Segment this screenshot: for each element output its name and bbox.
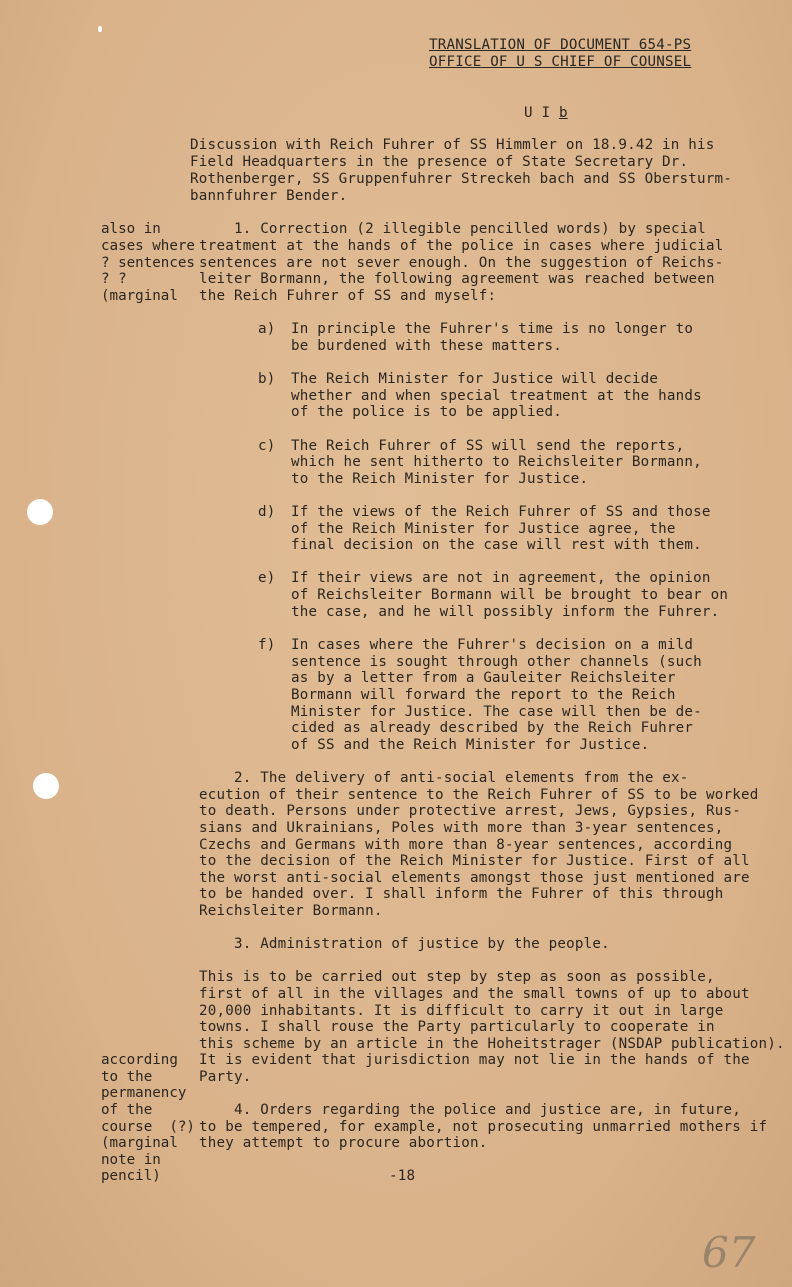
item-4-line: they attempt to procure abortion. — [199, 1135, 488, 1151]
item-1-line: treatment at the hands of the police in cases where judicial — [199, 238, 724, 254]
page-number: -18 — [389, 1168, 416, 1184]
item-4-line: to be tempered, for example, not prosecuting unmarried mothers if — [199, 1119, 768, 1135]
intro-line: Discussion with Reich Fuhrer of SS Himmler on 18.9.42 in his — [190, 137, 715, 153]
margin-line: cases where — [101, 238, 195, 254]
subitem-line: sentence is sought through other channels (such — [291, 654, 702, 670]
margin-line: course (?) — [101, 1119, 195, 1135]
item-2-line: to be handed over. I shall inform the Fuhrer of this through — [199, 886, 724, 902]
subitem-line: Bormann will forward the report to the Reich — [291, 687, 676, 703]
subitem-line: In cases where the Fuhrer's decision on a mild — [291, 637, 694, 653]
margin-line: (marginal — [101, 288, 178, 304]
subitem-line: of SS and the Reich Minister for Justice. — [291, 737, 650, 753]
item-2-line: to the decision of the Reich Minister for Justice. First of all — [199, 853, 750, 869]
subitem-line: The Reich Fuhrer of SS will send the reports, — [291, 438, 685, 454]
margin-line: permanency — [101, 1085, 187, 1101]
subitem-label: d) — [258, 504, 276, 520]
item-2-line: Reichsleiter Bormann. — [199, 903, 383, 919]
subitem-line: cided as already described by the Reich Fuhrer — [291, 720, 694, 736]
subitem-line: If the views of the Reich Fuhrer of SS and those — [291, 504, 711, 520]
item-2-line: to death. Persons under protective arrest, Jews, Gypsies, Rus- — [199, 803, 741, 819]
subitem-line: as by a letter from a Gauleiter Reichsleiter — [291, 670, 676, 686]
item-3-line: Party. — [199, 1069, 252, 1085]
item-2-line: 2. The delivery of anti-social elements from the ex- — [199, 770, 689, 786]
item-3-line: towns. I shall rouse the Party particularly to cooperate in — [199, 1019, 715, 1035]
item-3-line: This is to be carried out step by step as soon as possible, — [199, 969, 715, 985]
subitem-line: which he sent hitherto to Reichsleiter Bormann, — [291, 454, 702, 470]
intro-line: Field Headquarters in the presence of State Secretary Dr. — [190, 154, 689, 170]
item-1-line: the Reich Fuhrer of SS and myself: — [199, 288, 497, 304]
item-1-line: sentences are not sever enough. On the suggestion of Reichs- — [199, 255, 724, 271]
margin-line: of the — [101, 1102, 153, 1118]
subitem-label: f) — [258, 637, 276, 653]
punch-hole-top — [27, 499, 53, 525]
subitem-line: of Reichsleiter Bormann will be brought to bear on — [291, 587, 729, 603]
paper-speck — [98, 26, 102, 32]
subitem-line: be burdened with these matters. — [291, 338, 562, 354]
subitem-line: In principle the Fuhrer's time is no longer to — [291, 321, 694, 337]
header-line-2: OFFICE OF U S CHIEF OF COUNSEL — [429, 54, 692, 70]
punch-hole-bottom — [33, 773, 59, 799]
header-line-1: TRANSLATION OF DOCUMENT 654-PS — [429, 37, 692, 53]
subitem-label: e) — [258, 570, 276, 586]
handwritten-page-number: 67 — [702, 1228, 756, 1277]
margin-line: pencil) — [101, 1168, 161, 1184]
item-3-line: It is evident that jurisdiction may not lie in the hands of the — [199, 1052, 750, 1068]
intro-line: bannfuhrer Bender. — [190, 188, 348, 204]
margin-line: to the — [101, 1069, 153, 1085]
margin-line: note in — [101, 1152, 161, 1168]
subitem-line: The Reich Minister for Justice will decide — [291, 371, 659, 387]
item-3-line: this scheme by an article in the Hoheitstrager (NSDAP publication). — [199, 1036, 785, 1052]
subitem-line: whether and when special treatment at the hands — [291, 388, 702, 404]
item-2-line: ecution of their sentence to the Reich Fuhrer of SS to be worked — [199, 787, 759, 803]
item-3-line: 20,000 inhabitants. It is difficult to carry it out in large — [199, 1003, 724, 1019]
intro-line: Rothenberger, SS Gruppenfuhrer Streckeh bach and SS Obersturm- — [190, 171, 732, 187]
subitem-label: a) — [258, 321, 276, 337]
item-4-line: 4. Orders regarding the police and justice are, in future, — [199, 1102, 741, 1118]
subitem-line: to the Reich Minister for Justice. — [291, 471, 589, 487]
subitem-line: Minister for Justice. The case will then be de- — [291, 704, 702, 720]
item-1-line: 1. Correction (2 illegible pencilled words) by special — [199, 221, 707, 237]
subitem-label: c) — [258, 438, 276, 454]
subitem-line: of the police is to be applied. — [291, 404, 562, 420]
item-1-line: leiter Bormann, the following agreement was reached between — [199, 271, 715, 287]
subitem-line: If their views are not in agreement, the opinion — [291, 570, 711, 586]
item-3-heading: 3. Administration of justice by the people. — [199, 936, 610, 952]
margin-line: according — [101, 1052, 178, 1068]
margin-line: (marginal — [101, 1135, 178, 1151]
margin-line: also in — [101, 221, 161, 237]
subitem-line: the case, and he will possibly inform the Fuhrer. — [291, 604, 720, 620]
margin-line: ? ? — [101, 271, 127, 287]
item-2-line: the worst anti-social elements amongst those just mentioned are — [199, 870, 750, 886]
subitem-label: b) — [258, 371, 276, 387]
margin-line: ? sentences — [101, 255, 195, 271]
subitem-line: of the Reich Minister for Justice agree, the — [291, 521, 676, 537]
subitem-line: final decision on the case will rest with them. — [291, 537, 702, 553]
item-3-line: first of all in the villages and the small towns of up to about — [199, 986, 750, 1002]
document-code: U I b — [524, 105, 568, 121]
item-2-line: sians and Ukrainians, Poles with more than 3-year sentences, — [199, 820, 724, 836]
item-2-line: Czechs and Germans with more than 8-year sentences, according — [199, 837, 733, 853]
